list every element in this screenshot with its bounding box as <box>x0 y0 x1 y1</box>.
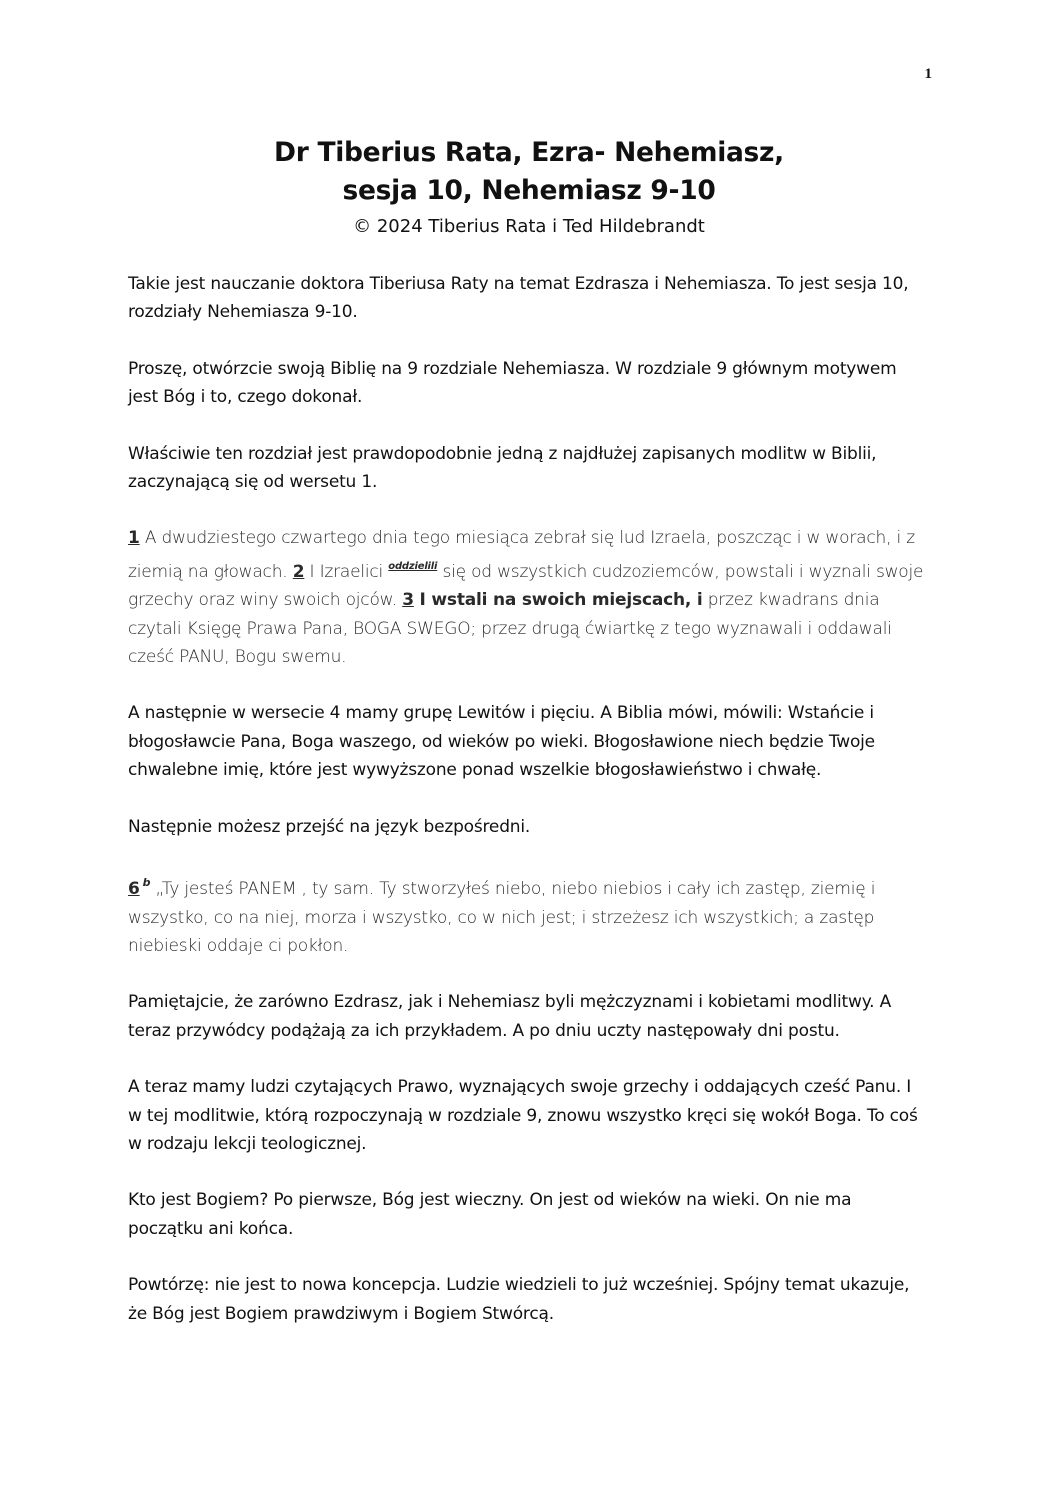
footnote-marker-b[interactable]: b <box>142 876 151 890</box>
paragraph-repeat-concept: Powtórzę: nie jest to nowa koncepcja. Ludzie wiedzieli to już wcześniej. Spójny temat ukazuje, że Bóg jest Bogiem prawdziwym i Bogiem Stwórcą. <box>128 1275 910 1324</box>
footnote-marker-oddzielili[interactable]: oddzielili <box>388 560 438 572</box>
paragraph-open-bible: Proszę, otwórzcie swoją Biblię na 9 rozdziale Nehemiasza. W rozdziale 9 głównym motywem jest Bóg i to, czego dokonał. <box>128 358 897 408</box>
page-number: 1 <box>924 66 932 82</box>
paragraph-longest-prayer: Właściwie ten rozdział jest prawdopodobnie jedną z najdłużej zapisanych modlitw w Biblii, zaczynającą się od wersetu 1. <box>128 443 877 493</box>
verse-number-1[interactable]: 1 <box>128 528 140 549</box>
scripture-quote-verses-1-3 <box>128 524 928 671</box>
paragraph-who-is-god: Kto jest Bogiem? Po pierwsze, Bóg jest wieczny. On jest od wieków na wieki. On nie ma początku ani końca. <box>128 1190 852 1239</box>
verse-3-text: przez kwadrans dnia czytali Księgę Prawa Pana, BOGA SWEGO; przez drugą ćwiartkę z tego wyznawali i oddawali cześć PANU, Bogu swemu. <box>128 590 892 668</box>
verse-number-3[interactable]: 3 <box>402 590 414 611</box>
document-title-line-2: sesja 10, Nehemiasz 9-10 <box>342 175 716 206</box>
verse-1-text: A dwudziestego czwartego dnia tego miesiąca zebrał się lud Izraela, poszcząc i w worach, i z ziemią na głowach. <box>128 528 915 582</box>
paragraph-direct-language: Następnie możesz przejść na język bezpośredni. <box>128 816 531 837</box>
verse-number-2[interactable]: 2 <box>292 561 305 582</box>
verse-6-text: „Ty jesteś PANEM , ty sam. Ty stworzyłeś niebo, niebo niebios i cały ich zastęp, ziemię i wszystko, co na niej, morza i wszystko, co w nich jest; i strzeżesz ich wszystkich; a zastęp niebieski oddaje ci pokłon. <box>128 879 876 956</box>
verse-2-text-a: I Izraelici <box>304 561 389 582</box>
paragraph-reading-law: A teraz mamy ludzi czytających Prawo, wyznających swoje grzechy i oddających cześć Panu. I w tej modlitwie, którą rozpoczynają w rozdziale 9, znowu wszystko kręci się wokół Boga. To coś w rodzaju lekcji teologicznej. <box>128 1077 918 1154</box>
paragraph-intro: Takie jest nauczanie doktora Tiberiusa Raty na temat Ezdrasza i Nehemiasza. To jest sesja 10, rozdziały Nehemiasza 9-10. <box>128 274 909 323</box>
paragraph-prayer-leaders: Pamiętajcie, że zarówno Ezdrasz, jak i Nehemiasz byli mężczyznami i kobietami modlitwy. A teraz przywódcy podążają za ich przykładem. A po dniu uczty następowały dni postu. <box>128 992 892 1041</box>
title-block <box>0 134 1058 241</box>
document-title-line-1: Dr Tiberius Rata, Ezra- Nehemiasz, <box>274 137 784 168</box>
copyright-notice: © 2024 Tiberius Rata i Ted Hildebrandt <box>353 216 705 237</box>
verse-number-6[interactable]: 6 <box>128 879 140 900</box>
document-body <box>128 270 928 1356</box>
verse-3-bold-text: I wstali na swoich miejscach, i <box>413 590 703 611</box>
scripture-quote-verse-6 <box>128 869 928 960</box>
paragraph-levites: A następnie w wersecie 4 mamy grupę Lewitów i pięciu. A Biblia mówi, mówili: Wstańcie i błogosławcie Pana, Boga waszego, od wieków po wieki. Błogosławione niech będzie Twoje chwalebne imię, które jest wywyższone ponad wszelkie błogosławieństwo i chwałę. <box>128 703 875 781</box>
verse-2-text-b: się od wszystkich cudzoziemców, powstali i wyznali swoje grzechy oraz winy swoich ojców. <box>128 561 924 611</box>
